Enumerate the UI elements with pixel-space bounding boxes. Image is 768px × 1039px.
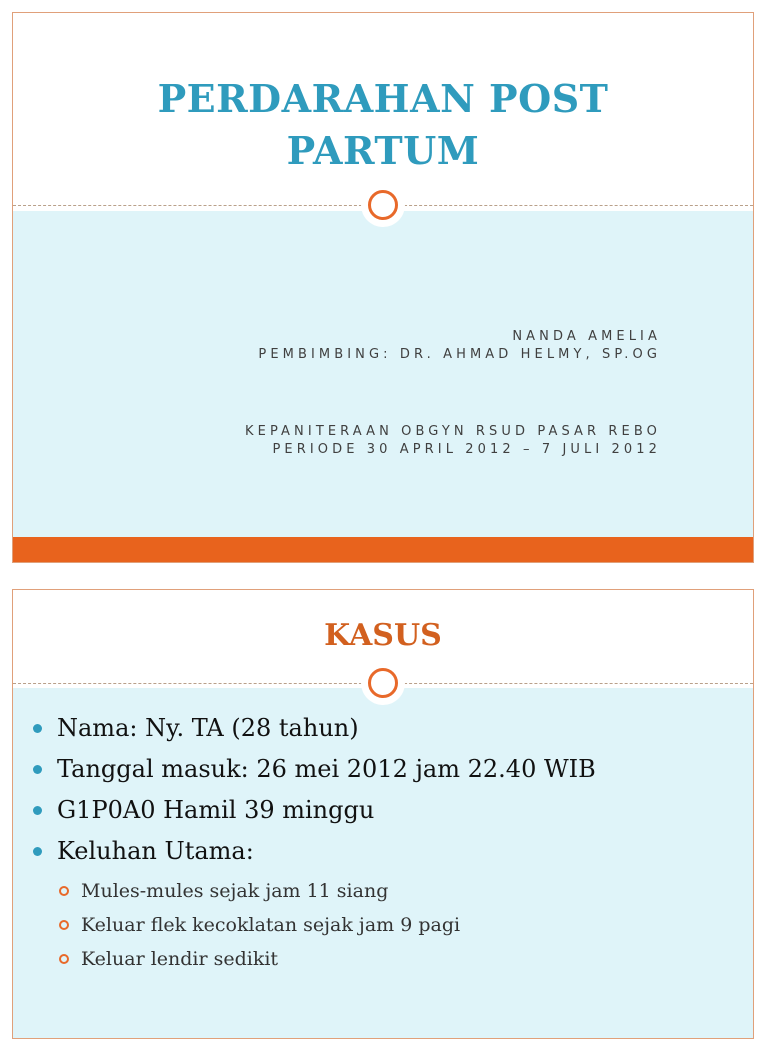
slide-title-line-2: PARTUM [286,128,480,173]
slide-title [53,73,713,177]
list-item [33,831,596,976]
ring-bullet-icon [59,886,69,896]
bullet-dot-icon [33,724,42,733]
footer-accent-bar [13,537,753,563]
sub-bullet-text: Mules-mules sejak jam 11 siang [81,880,389,902]
sub-bullet-text: Keluar lendir sedikit [81,948,279,970]
program-block [245,423,661,459]
ring-bullet-icon [59,954,69,964]
program-name: KEPANITERAAN OBGYN RSUD PASAR REBO [245,424,661,439]
sub-bullet-text: Keluar flek kecoklatan sejak jam 9 pagi [81,914,461,936]
circle-ornament-icon [361,661,405,705]
bullet-dot-icon [33,847,42,856]
author-name: NANDA AMELIA [512,329,661,344]
title-area [13,13,753,205]
author-block [258,328,661,364]
bullet-dot-icon [33,765,42,774]
list-item [33,749,596,790]
sub-list-item [57,874,596,908]
period-text: PERIODE 30 APRIL 2012 – 7 JULI 2012 [272,442,661,457]
slide-title-line-1: PERDARAHAN POST [157,76,609,121]
slide-title: KASUS [324,618,442,653]
list-item [33,790,596,831]
list-item [33,708,596,749]
bullet-text: Nama: Ny. TA (28 tahun) [57,714,359,742]
case-slide [12,589,754,1039]
title-slide [12,12,754,563]
bullet-list [33,708,596,976]
sub-list-item [57,942,596,976]
bullet-dot-icon [33,806,42,815]
circle-ornament-icon [361,183,405,227]
sub-list-item [57,908,596,942]
bullet-text: Keluhan Utama: [57,837,254,865]
bullet-text: Tanggal masuk: 26 mei 2012 jam 22.40 WIB [57,755,596,783]
ring-bullet-icon [59,920,69,930]
bullet-text: G1P0A0 Hamil 39 minggu [57,796,375,824]
sub-bullet-list [57,874,596,976]
body-area [13,211,753,537]
supervisor-name: PEMBIMBING: DR. AHMAD HELMY, SP.OG [258,347,661,362]
